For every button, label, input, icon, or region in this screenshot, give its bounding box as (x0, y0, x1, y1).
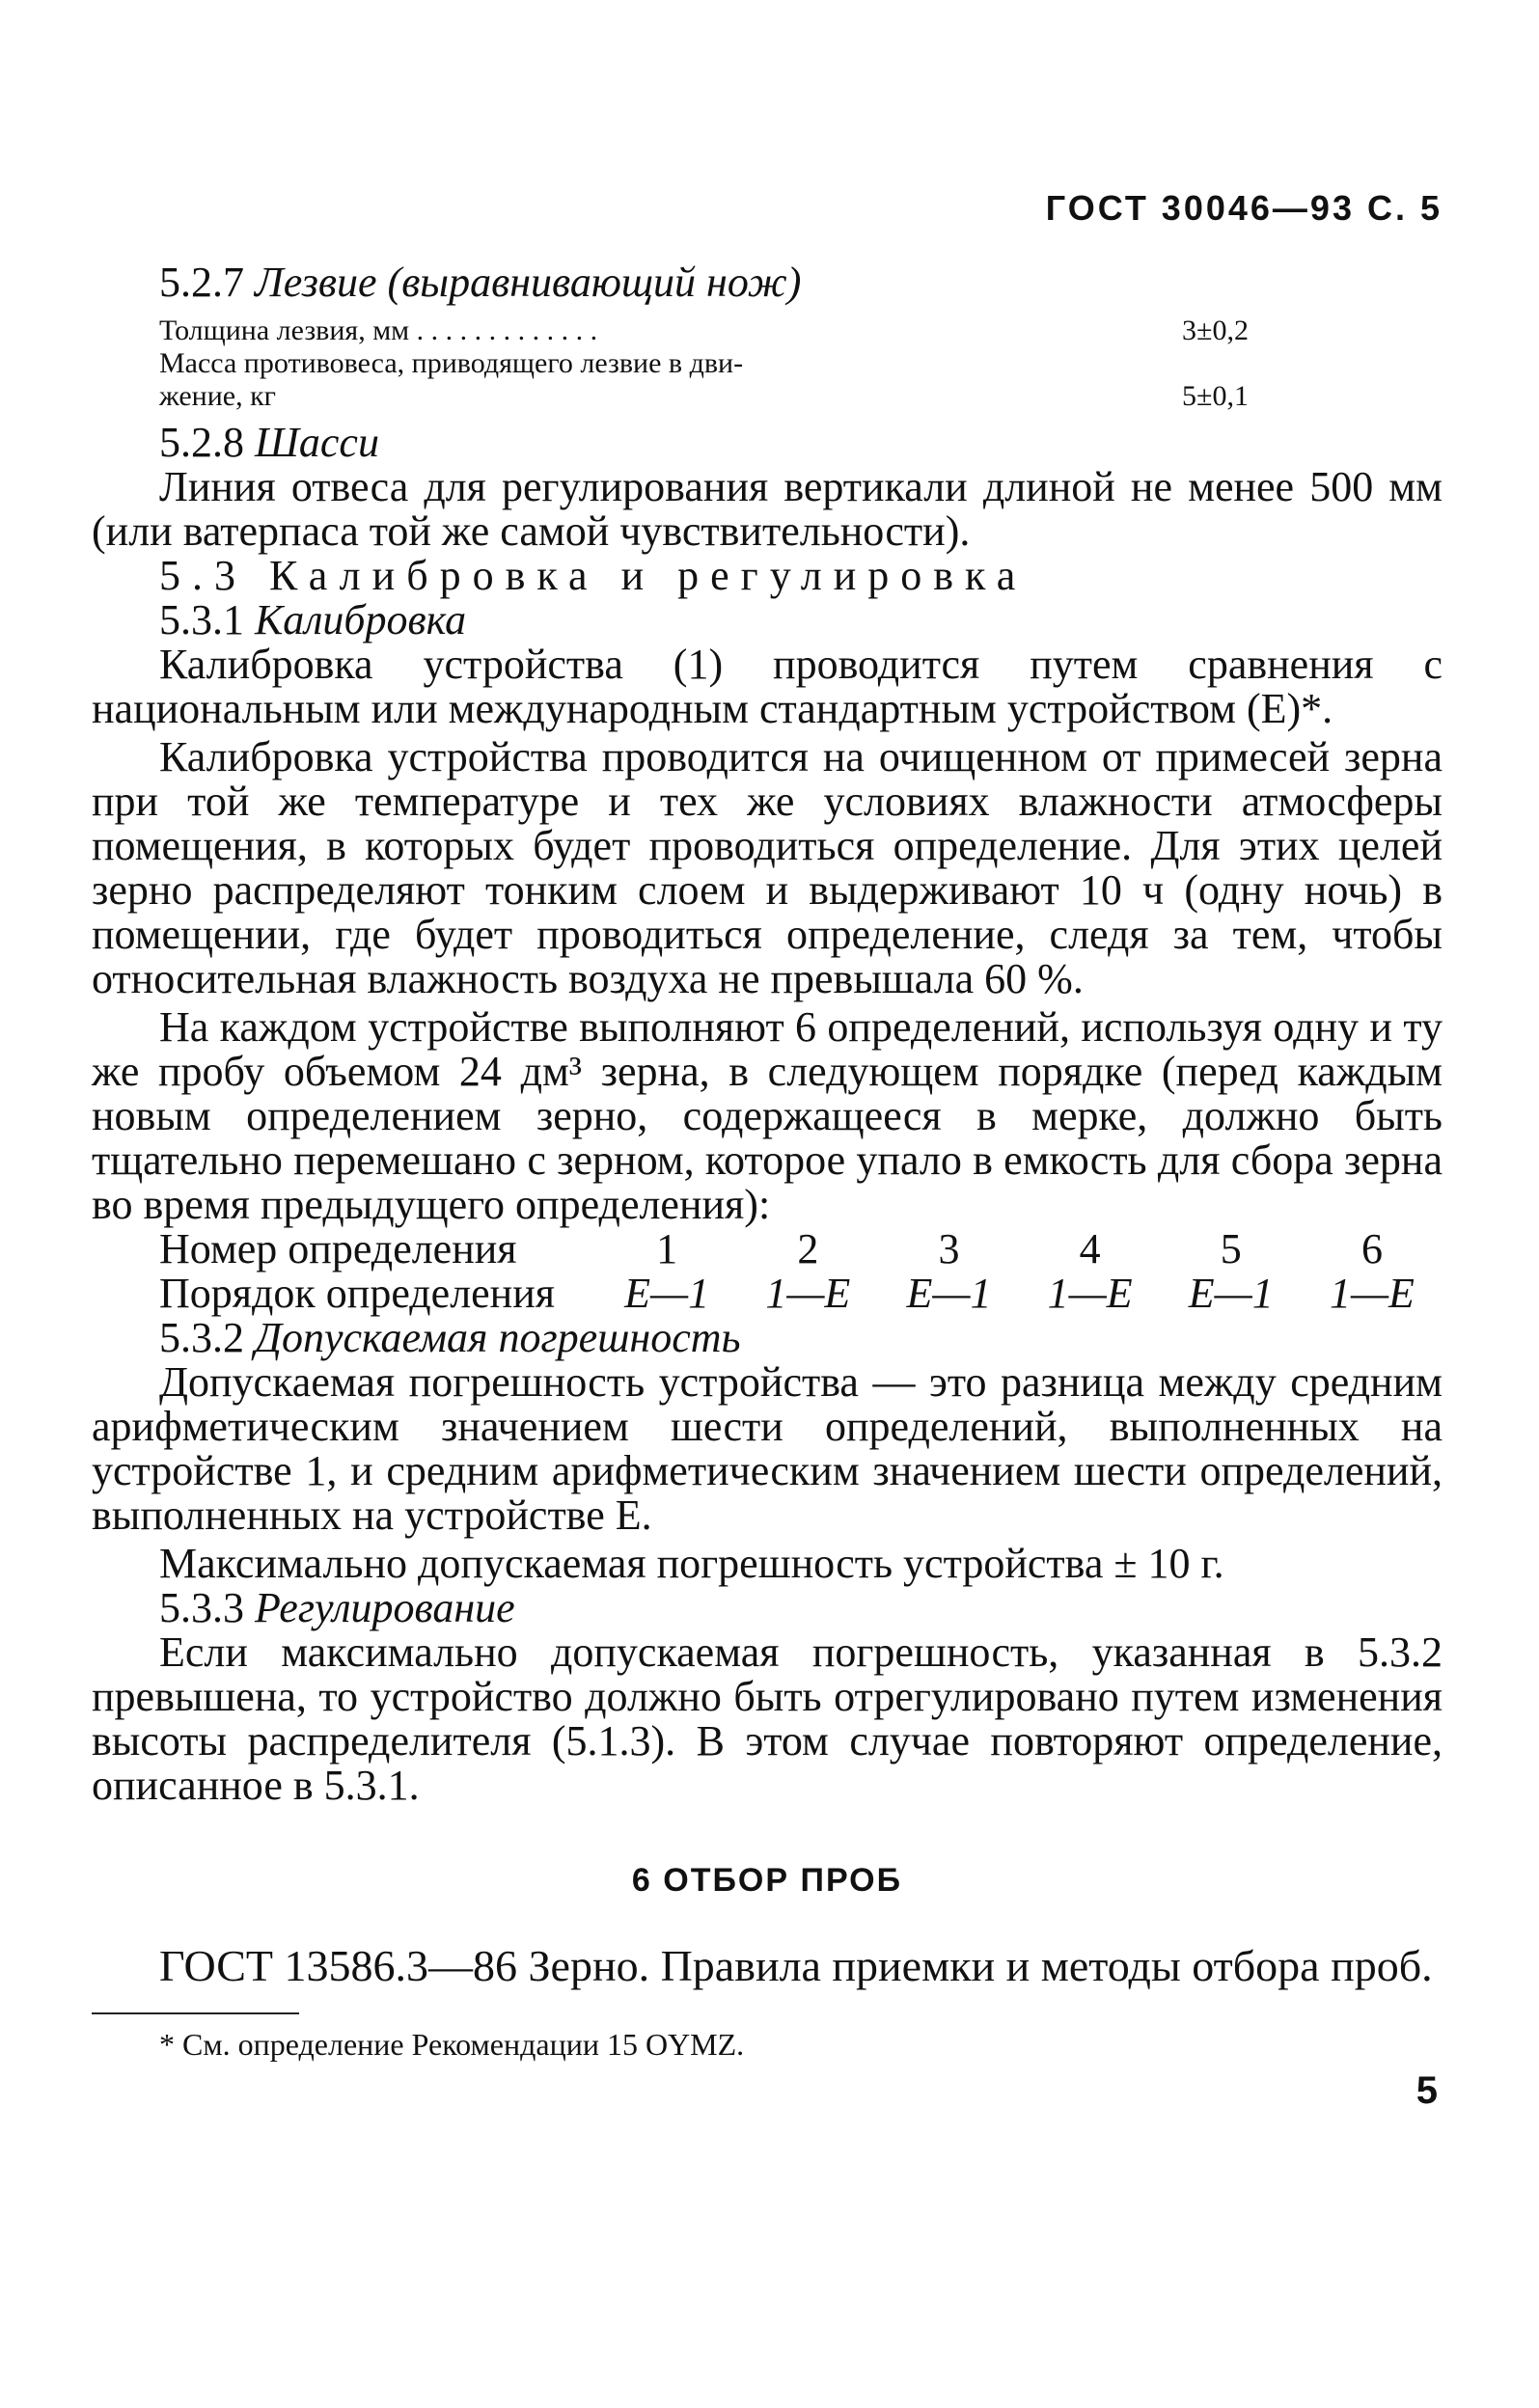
table-cell: E—1 (624, 1270, 710, 1317)
page-number: 5 (1415, 2069, 1438, 2112)
section-title: Калибровка (255, 596, 467, 643)
paragraph: ГОСТ 13586.3—86 Зерно. Правила приемки и методы отбора проб. (159, 1941, 1433, 1990)
table-cell: E—1 (1188, 1270, 1274, 1317)
determination-order-table (92, 1227, 1443, 1316)
spec-value: 5±0,1 (1182, 380, 1249, 412)
paragraph: На каждом устройстве выполняют 6 определений, используя одну и ту же пробу объемом 24 дм³ зерна, в следующем порядке (перед каждым новым определением зерно, содержащееся в мерке, должно быть тщательно перемешано с зерном, которое упало в емкость для сбора зерна во время предыдущего определения): (92, 1003, 1443, 1228)
section-number: 5.3.3 (159, 1584, 244, 1631)
section-title: Допускаемая погрешность (255, 1314, 741, 1361)
row-label: Порядок определения (159, 1270, 556, 1317)
section-5-3-title: 5.3 Калибровка и регулировка (159, 552, 1028, 599)
section-5-3-3-title (92, 1586, 1443, 1630)
section-number: 5.2.7 (159, 259, 244, 306)
section-title: Регулирование (255, 1584, 515, 1631)
table-cell: E—1 (906, 1270, 992, 1317)
spec-row-counterweight (159, 380, 1298, 413)
footnote-divider (92, 2012, 299, 2014)
spec-value: 3±0,2 (1182, 315, 1249, 346)
table-row-numbers (159, 1227, 1443, 1272)
table-cell: 1—E (1047, 1270, 1133, 1317)
section-title: Лезвие (выравнивающий нож) (255, 259, 802, 306)
running-header: ГОСТ 30046—93 С. 5 (1045, 188, 1443, 228)
paragraph: Калибровка устройства проводится на очищенном от примесей зерна при той же температуре и тех же условиях влажности атмосферы помещения, в которых будет проводиться определение. Для этих целей зерно распределяют тонким слоем и выдерживают 10 ч (одну ночь) в помещении, где будет проводиться определение, следя за тем, чтобы относительная влажность воздуха не превышала 60 %. (92, 733, 1443, 1002)
section-6-heading: 6 ОТБОР ПРОБ (631, 1862, 903, 1899)
table-cell: 4 (1079, 1225, 1101, 1272)
section-5-3-1-title (92, 598, 1443, 643)
paragraph: Если максимально допускаемая погрешность, указанная в 5.3.2 превышена, то устройство должно быть отрегулировано путем изменения высоты распределителя (5.1.3). В этом случае повторяют определение, описанное в 5.3.1. (92, 1628, 1443, 1809)
section-5-2-8-title (92, 421, 1443, 465)
section-number: 5.2.8 (159, 419, 244, 466)
table-cell: 1—E (765, 1270, 851, 1317)
row-label: Номер определения (159, 1225, 517, 1272)
table-cell: 2 (797, 1225, 819, 1272)
table-cell: 5 (1220, 1225, 1242, 1272)
spec-list (92, 315, 1443, 413)
paragraph: Калибровка устройства (1) проводится путем сравнения с национальным или международным стандартным устройством (E)*. (92, 641, 1443, 732)
table-cell: 1 (656, 1225, 678, 1272)
section-5-2-7-title (92, 260, 1443, 305)
spec-label: жение, кг (159, 380, 276, 412)
section-number: 5.3.1 (159, 596, 244, 643)
section-number: 5.3.2 (159, 1314, 244, 1361)
table-row-order (159, 1272, 1443, 1316)
table-cell: 3 (938, 1225, 960, 1272)
paragraph: Допускаемая погрешность устройства — это разница между средним арифметическим значением шести определений, выполненных на устройстве 1, и средним арифметическим значением шести определений, выполненных на устройстве E. (92, 1358, 1443, 1539)
spec-row-thickness (159, 315, 1298, 347)
page-content (92, 260, 1443, 2063)
table-cell: 1—E (1329, 1270, 1415, 1317)
table-cell: 6 (1360, 1225, 1383, 1272)
footnote: * См. определение Рекомендации 15 OYMZ. (159, 2027, 745, 2062)
spec-label-line: Масса противовеса, приводящего лезвие в дви- (159, 347, 744, 379)
section-title: Шасси (255, 419, 379, 466)
spec-label: Толщина лезвия, мм . . . . . . . . . . . . . (159, 315, 598, 346)
section-5-3-2-title (92, 1316, 1443, 1360)
paragraph: Линия отвеса для регулирования вертикали длиной не менее 500 мм (или ватерпаса той же самой чувствительности). (92, 463, 1443, 555)
paragraph: Максимально допускаемая погрешность устройства ± 10 г. (159, 1540, 1224, 1587)
